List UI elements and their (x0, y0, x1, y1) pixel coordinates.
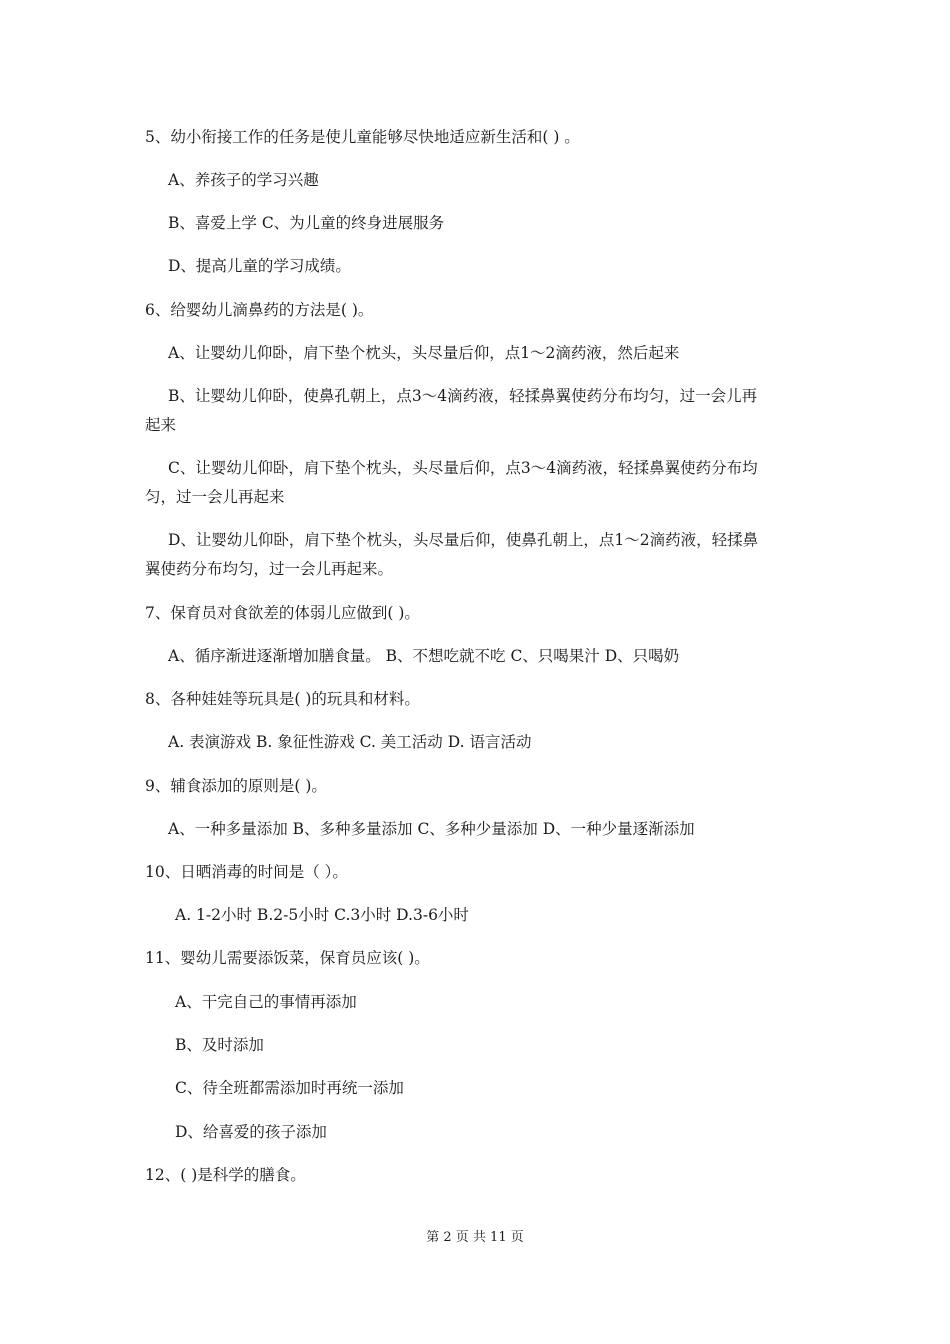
question-11-option-d: D、给喜爱的孩子添加 (175, 1123, 327, 1141)
question-5-option-d: D、提高儿童的学习成绩。 (168, 257, 351, 275)
question-6-option-c-line2: 匀，过一会儿再起来 (145, 488, 285, 506)
question-6-option-d (145, 526, 810, 584)
question-6-option-a: A、让婴幼儿仰卧，肩下垫个枕头，头尽量后仰，点1～2滴药液，然后起来 (168, 344, 680, 362)
question-8-options: A. 表演游戏 B. 象征性游戏 C. 美工活动 D. 语言活动 (168, 733, 532, 751)
question-6-stem: 6、给婴幼儿滴鼻药的方法是( )。 (145, 301, 374, 319)
question-11-stem: 11、婴幼儿需要添饭菜，保育员应该( )。 (145, 949, 430, 967)
question-11-option-a: A、干完自己的事情再添加 (175, 993, 357, 1011)
question-9-stem: 9、辅食添加的原则是( )。 (145, 777, 327, 795)
question-8-stem: 8、各种娃娃等玩具是( )的玩具和材料。 (145, 690, 420, 708)
question-6-option-d-line2: 翼使药分布均匀，过一会儿再起来。 (145, 560, 394, 578)
question-10-options: A. 1-2小时 B.2-5小时 C.3小时 D.3-6小时 (175, 906, 469, 924)
question-6-option-c-line1: C、让婴幼儿仰卧，肩下垫个枕头，头尽量后仰，点3～4滴药液，轻揉鼻翼使药分布均 (168, 459, 758, 477)
question-6-option-d-line1: D、让婴幼儿仰卧，肩下垫个枕头，头尽量后仰，使鼻孔朝上，点1～2滴药液，轻揉鼻 (168, 531, 759, 549)
question-9-options: A、一种多量添加 B、多种多量添加 C、多种少量添加 D、一种少量逐渐添加 (168, 820, 695, 838)
question-11-option-b: B、及时添加 (175, 1036, 264, 1054)
question-6-option-c (145, 454, 810, 512)
question-11-option-c: C、待全班都需添加时再统一添加 (175, 1079, 404, 1097)
question-7-options: A、循序渐进逐渐增加膳食量。 B、不想吃就不吃 C、只喝果汁 D、只喝奶 (168, 647, 680, 665)
question-5-option-bc: B、喜爱上学 C、为儿童的终身进展服务 (168, 214, 445, 232)
question-10-stem: 10、日晒消毒的时间是（ ）。 (145, 863, 348, 881)
question-6-option-b (145, 382, 810, 440)
question-5-option-a: A、养孩子的学习兴趣 (168, 171, 319, 189)
question-6-option-b-line1: B、让婴幼儿仰卧，使鼻孔朝上，点3～4滴药液，轻揉鼻翼使药分布均匀，过一会儿再 (168, 387, 758, 405)
question-12-stem: 12、( )是科学的膳食。 (145, 1166, 306, 1184)
page-number-footer: 第 2 页 共 11 页 (426, 1230, 524, 1245)
question-7-stem: 7、保育员对食欲差的体弱儿应做到( )。 (145, 604, 420, 622)
question-6-option-b-line2: 起来 (145, 416, 177, 434)
question-5-stem: 5、幼小衔接工作的任务是使儿童能够尽快地适应新生活和( ) 。 (145, 128, 580, 146)
